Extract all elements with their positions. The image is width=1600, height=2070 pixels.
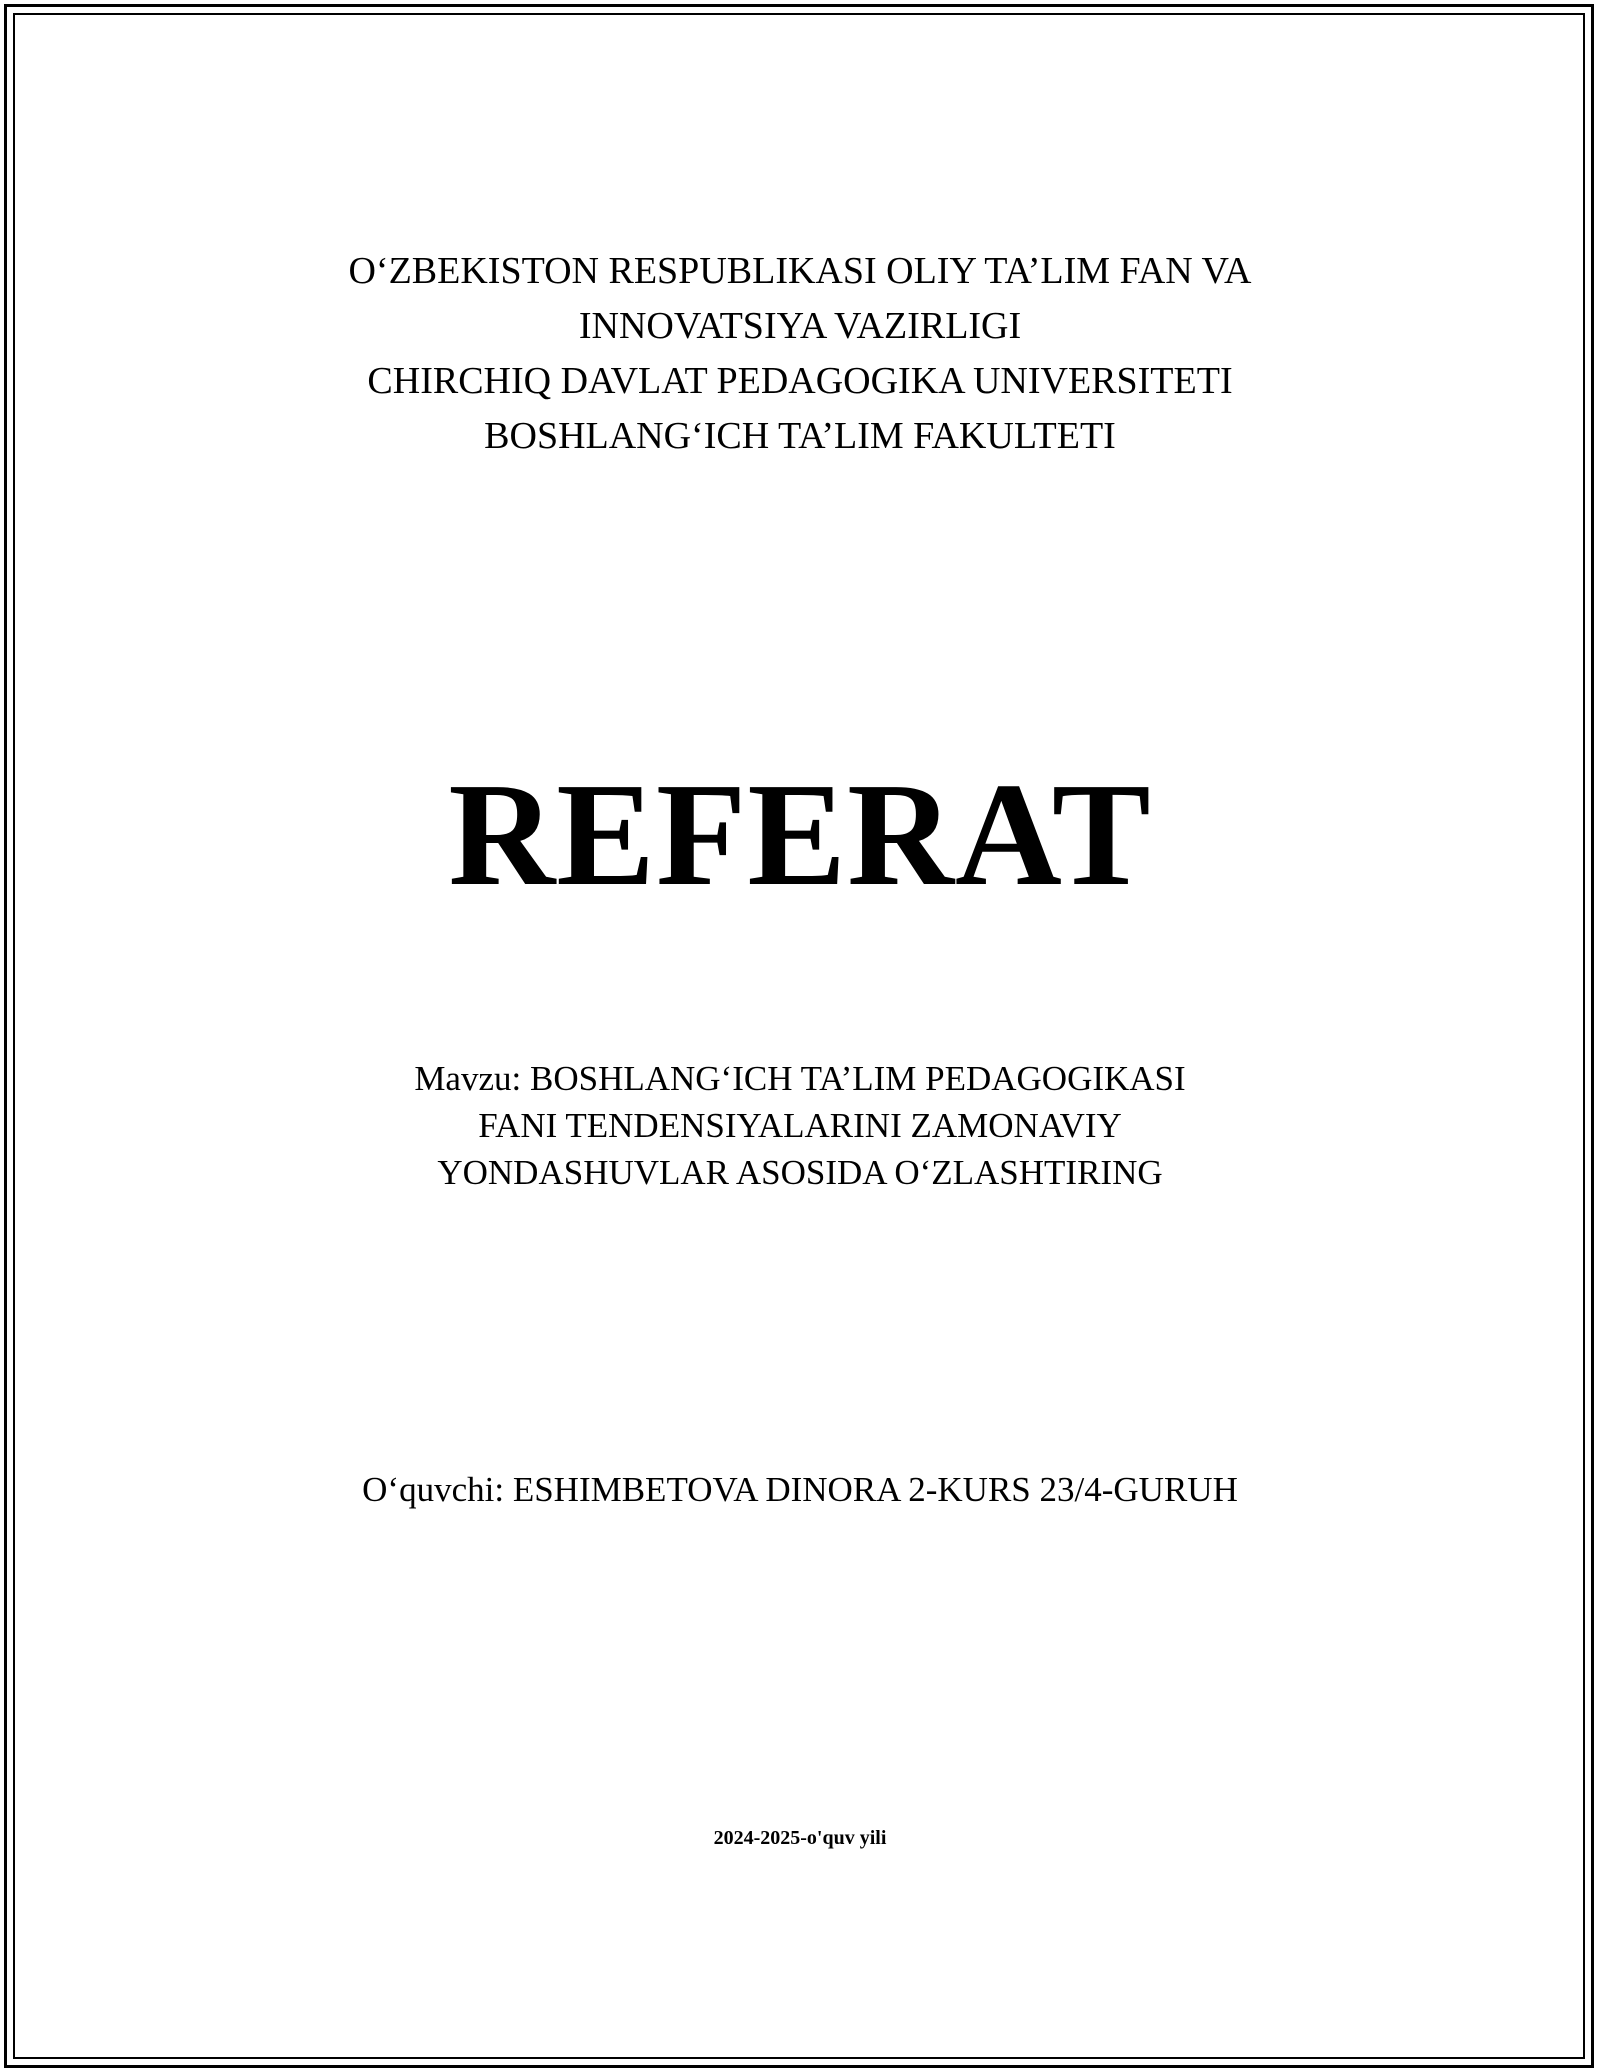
topic-line-3: YONDASHUVLAR ASOSIDA O‘ZLASHTIRING [437,1153,1163,1192]
academic-year: 2024-2025-o'quv yili [713,1827,887,1849]
header-line-ministry-1: O‘ZBEKISTON RESPUBLIKASI OLIY TA’LIM FAN VA [348,250,1252,292]
student-info: O‘quvchi: ESHIMBETOVA DINORA 2-KURS 23/4-GURUH [362,1470,1238,1509]
institution-header [0,244,1600,464]
header-line-ministry-2: INNOVATSIYA VAZIRLIGI [578,305,1022,347]
topic-line-2: FANI TENDENSIYALARINI ZAMONAVIY [478,1106,1122,1145]
topic-block [0,1055,1600,1196]
header-line-university: CHIRCHIQ DAVLAT PEDAGOGIKA UNIVERSITETI [367,360,1233,402]
document-title: REFERAT [448,753,1152,917]
topic-line-1: Mavzu: BOSHLANG‘ICH TA’LIM PEDAGOGIKASI [414,1059,1186,1098]
header-line-faculty: BOSHLANG‘ICH TA’LIM FAKULTETI [484,415,1116,457]
